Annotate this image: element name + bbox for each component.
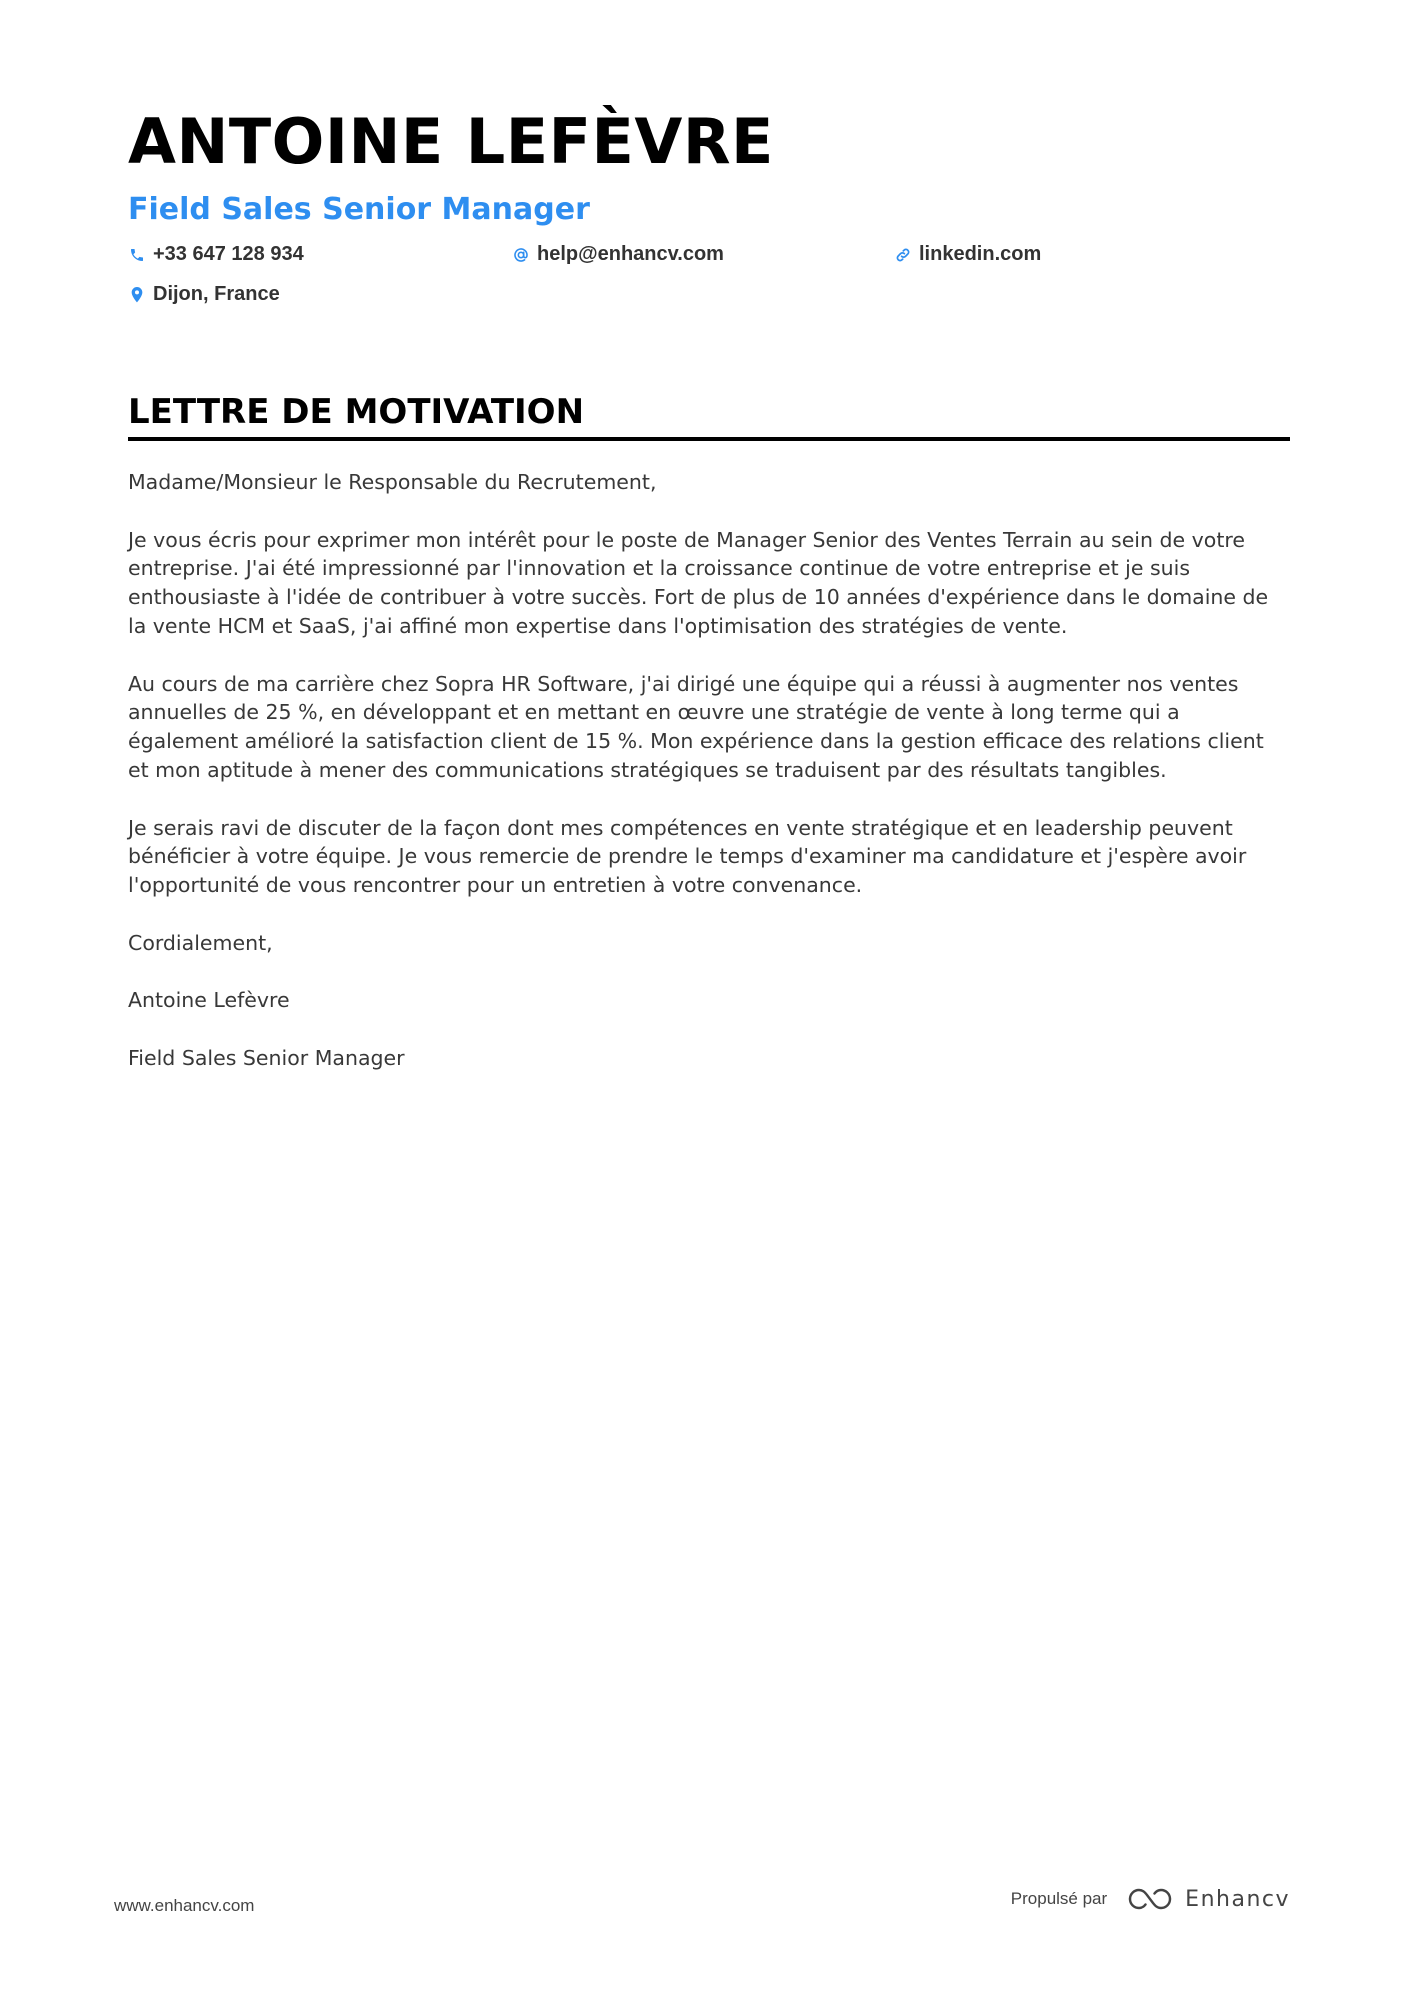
letter-closing: Cordialement,	[128, 930, 273, 955]
candidate-name: ANTOINE LEFÈVRE	[128, 105, 774, 178]
section-divider	[128, 437, 1290, 441]
letter-salutation: Madame/Monsieur le Responsable du Recrutement,	[128, 470, 657, 494]
location-text: Dijon, France	[153, 283, 280, 305]
at-icon	[512, 246, 530, 264]
letter-paragraph: Je serais ravi de discuter de la façon dont mes compétences en vente stratégique et en leadership peuvent bénéficier à votre équipe. Je vous remercie de prendre le temps d'examiner ma candidature et j'espère avoir l'opportunité de vous rencontrer pour un entretien à votre convenance.	[128, 815, 1247, 898]
contact-location	[128, 283, 280, 306]
contact-email	[512, 243, 724, 266]
phone-number: +33 647 128 934	[153, 243, 304, 265]
link-icon	[894, 246, 912, 264]
email-address[interactable]: help@enhancv.com	[537, 243, 724, 265]
signature-title: Field Sales Senior Manager	[128, 1045, 405, 1070]
letter-paragraph: Au cours de ma carrière chez Sopra HR Software, j'ai dirigé une équipe qui a réussi à augmenter nos ventes annuelles de 25 %, en développant et en mettant en œuvre une stratégie de vente à long terme qui a également amélioré la satisfaction client de 15 %. Mon expérience dans la gestion efficace des relations client et mon aptitude à mener des communications stratégiques se traduisent par des résultats tangibles.	[128, 671, 1264, 782]
letter-body	[128, 468, 1290, 1102]
footer-website[interactable]: www.enhancv.com	[114, 1896, 255, 1915]
brand-logo[interactable]	[1127, 1886, 1290, 1912]
brand-name: Enhancv	[1185, 1886, 1290, 1912]
phone-icon	[128, 246, 146, 264]
linkedin-link[interactable]: linkedin.com	[919, 243, 1042, 265]
map-pin-icon	[128, 286, 146, 304]
enhancv-logo-icon	[1127, 1886, 1173, 1912]
contact-phone	[128, 243, 304, 266]
section-title: LETTRE DE MOTIVATION	[128, 392, 585, 432]
footer-powered-by	[1011, 1886, 1290, 1912]
signature-name: Antoine Lefèvre	[128, 988, 290, 1013]
contact-linkedin	[894, 243, 1041, 266]
powered-by-label: Propulsé par	[1010, 1889, 1108, 1908]
letter-paragraph: Je vous écris pour exprimer mon intérêt pour le poste de Manager Senior des Ventes Terrain au sein de votre entreprise. J'ai été impressionné par l'innovation et la croissance continue de votre entreprise et je suis enthousiaste à l'idée de contribuer à votre succès. Fort de plus de 10 années d'expérience dans le domaine de la vente HCM et SaaS, j'ai affiné mon expertise dans l'optimisation des stratégies de vente.	[128, 527, 1269, 638]
candidate-job-title: Field Sales Senior Manager	[128, 192, 590, 227]
